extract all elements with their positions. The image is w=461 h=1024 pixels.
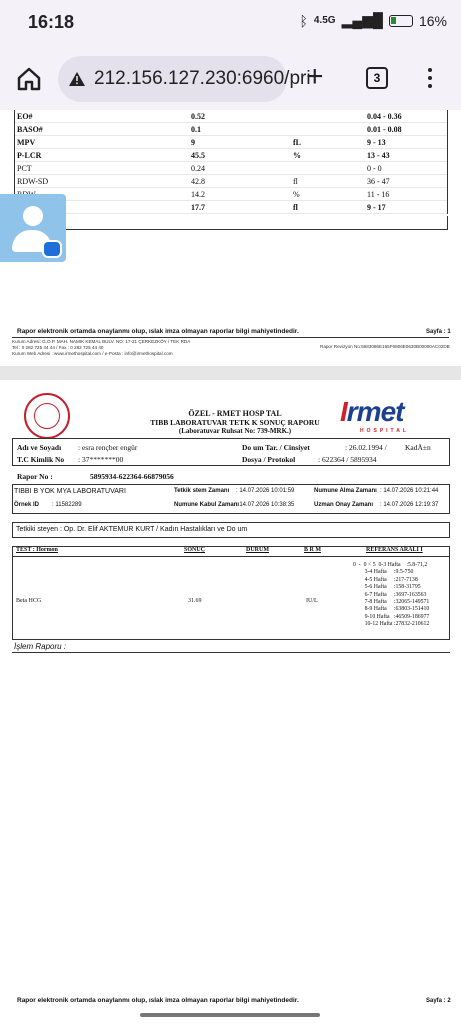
battery-icon: [389, 15, 413, 27]
result-ref: 0.04 - 0.36: [367, 112, 402, 121]
result-name: RDW-SD: [17, 177, 49, 186]
col-test: TEST : Hormon: [16, 547, 58, 553]
chat-icon: [42, 240, 62, 258]
home-icon[interactable]: [16, 66, 42, 92]
result-ref: 0 - 0: [367, 164, 382, 173]
name-value: : esra rençber engür: [78, 443, 138, 452]
report-title-2: TIBB LABORATUVAR TETK K SONUÇ RAPORU: [150, 418, 320, 427]
result-ref: 36 - 47: [367, 177, 390, 186]
table-footer: [14, 216, 448, 230]
result-unit: fl: [293, 203, 298, 212]
report-title-1: ÖZEL - RMET HOSP TAL: [188, 409, 282, 418]
status-icons: [300, 12, 448, 29]
result-value: 17.7: [191, 203, 205, 212]
result-name: P-LCR: [17, 151, 42, 160]
result-row: [15, 162, 447, 175]
result-ref: 9 - 17: [367, 203, 386, 212]
dob-label: Do um Tar. / Cinsiyet: [242, 443, 310, 452]
address-bar[interactable]: [58, 56, 311, 102]
test-unit: IU/L: [306, 598, 318, 604]
rapor-value: 5895934-622364-66879056: [90, 472, 174, 481]
result-name: PCT: [17, 164, 32, 173]
revision-number: Rapor Revizyon No:5683086E165F6806E0630B00000AC02DB: [320, 344, 450, 349]
overflow-menu-icon[interactable]: [428, 68, 434, 92]
result-row: [15, 123, 447, 136]
ornek-value: : 11582289: [52, 502, 82, 508]
irmet-logo: [340, 396, 403, 428]
col-referans: REFERANS ARALI I: [366, 547, 423, 553]
logo-subtitle: HOSPITAL: [360, 428, 409, 434]
result-ref: 0.01 - 0.08: [367, 125, 402, 134]
address-line: Kurum Adresi: G.O.P. MAH. NAMIK KEMAL BULV. NO: 17-21 ÇERKEZKÖY / TEK RDA: [12, 339, 191, 344]
network-label: 4.5G: [313, 15, 336, 26]
ornek-label: Örnek ID: [14, 502, 40, 508]
islem-divider: [12, 652, 450, 653]
url-text[interactable]: 212.156.127.230:6960/pri: [94, 68, 311, 89]
page2-number: Sayfa : 2: [426, 998, 451, 1004]
logo-i: I: [340, 396, 347, 427]
result-row: [15, 136, 447, 149]
result-ref: 11 - 16: [367, 190, 390, 199]
phone-line: Tel : 0 282 725 44 44 / Fax : 0 282 725 44 40: [12, 345, 104, 350]
person-head-icon: [23, 206, 43, 226]
kabul-label: Numune Kabul Zamanı: [174, 502, 240, 508]
tc-value: : 37*******00: [78, 455, 124, 464]
col-durum: DURUM: [246, 547, 269, 553]
result-row: [15, 188, 447, 201]
browser-toolbar: [0, 46, 461, 110]
ministry-logo: [24, 393, 70, 439]
bluetooth-icon: ᛒ: [299, 12, 308, 29]
lab-name: TIBBI B YOK MYA LABORATUVARI: [14, 488, 126, 495]
result-unit: fL: [293, 138, 301, 147]
result-value: 9: [191, 138, 195, 147]
report-page: [0, 110, 461, 1024]
dosya-value: : 622364 / 5895934: [318, 455, 377, 464]
page1-number: Sayfa : 1: [426, 329, 451, 335]
gender-value: KadÄ±n: [405, 443, 431, 452]
result-ref: 9 - 13: [367, 138, 386, 147]
name-label: Adı ve Soyadı: [17, 443, 62, 452]
istem-value: : 14.07.2026 10:01:59: [236, 488, 295, 494]
result-value: 0.24: [191, 164, 205, 173]
signal-icon: ▂▄▆█: [341, 12, 383, 28]
new-tab-button[interactable]: +: [306, 60, 324, 93]
doctor-text: Tetkiki steyen : Op. Dr. Elif AKTEMUR KURT / Kadın Hastalıkları ve Do um: [16, 526, 248, 533]
tab-switcher-button[interactable]: 3: [366, 67, 388, 89]
result-value: 42.8: [191, 177, 205, 186]
result-unit: %: [293, 151, 301, 160]
result-value: 0.1: [191, 125, 201, 134]
dosya-label: Dosya / Protokol: [242, 455, 296, 464]
istem-label: Tetkik stem Zamanı: [174, 488, 230, 494]
logo-text: rmet: [346, 396, 404, 427]
result-row: [15, 110, 447, 123]
reference-ranges: 0 - 0 < 5 0-3 Hafta :5.8-71,2 3-4 Hafta :9.5-750 4-5 Hafta :217-7138 5-6 Hafta :158-31795 6-7 Hafta :3697-163563 7-8 Hafta :32065-149571 8-9 Hafta :63803-151410 9-10 Hafta :46509-186977 10-12 Hafta :27832-210612: [353, 562, 430, 628]
tc-label: T.C Kimlik No: [17, 455, 65, 464]
test-value: 31.69: [188, 598, 202, 604]
contact-avatar-bubble[interactable]: [0, 194, 66, 262]
result-value: 0.52: [191, 112, 205, 121]
alma-label: Numune Alma Zamanı: [314, 488, 377, 494]
gesture-nav-bar[interactable]: [140, 1013, 320, 1017]
result-name: BASO#: [17, 125, 43, 134]
result-value: 14.2: [191, 190, 205, 199]
rapor-label: Rapor No :: [17, 472, 53, 481]
alma-value: : 14.07.2026 10:21:44: [380, 488, 439, 494]
page1-note: Rapor elektronik ortamda onaylanmı olup, ıslak imza olmayan raporlar bilgi mahiyetindedir.: [17, 328, 299, 335]
kabul-value: : 14.07.2026 10:38:35: [236, 502, 295, 508]
battery-percent: 16%: [418, 12, 447, 29]
results-header-divider: [12, 556, 450, 557]
result-name: EO#: [17, 112, 33, 121]
result-unit: %: [293, 190, 300, 199]
islem-raporu: İşlem Raporu :: [14, 642, 67, 651]
page1-address: [12, 339, 190, 357]
result-ref: 13 - 43: [367, 151, 390, 160]
result-row: [15, 175, 447, 188]
result-value: 45.5: [191, 151, 205, 160]
warning-icon[interactable]: [68, 71, 86, 87]
test-name: Beta HCG: [16, 598, 42, 604]
col-sonuc: SONUÇ: [184, 547, 206, 553]
result-name: MPV: [17, 138, 36, 147]
web-line: Kurum Web Adresi : www.irmethospital.com / e-Posta : info@irmethospital.com: [12, 351, 173, 356]
result-unit: fl: [293, 177, 298, 186]
col-birim: B R M: [304, 547, 321, 553]
page2-note: Rapor elektronik ortamda onaylanmı olup, ıslak imza olmayan raporlar bilgi mahiyetindedir.: [17, 997, 299, 1004]
dob-value: : 26.02.1994 /: [345, 443, 387, 452]
page-separator: [0, 366, 461, 380]
report-title-3: (Laboratuvar Ruhsat No: 739-MRK.): [178, 427, 292, 435]
status-time: 16:18: [28, 12, 75, 32]
onay-value: : 14.07.2026 12:19:37: [380, 502, 439, 508]
result-row: [15, 149, 447, 162]
onay-label: Uzman Onay Zamanı: [314, 502, 374, 508]
status-bar: [0, 0, 461, 46]
cbc-results-table: [14, 110, 448, 214]
page1-divider: [12, 337, 449, 338]
result-row: [15, 201, 447, 214]
